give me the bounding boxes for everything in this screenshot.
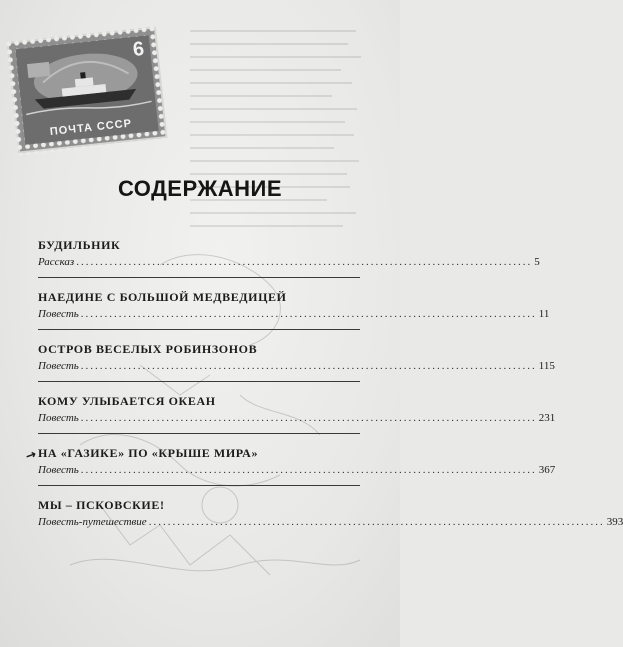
toc-entry (38, 498, 623, 528)
divider (38, 381, 360, 382)
stamp-postal-label: ПОЧТА СССР (49, 117, 133, 139)
divider (38, 485, 360, 486)
ship-icon (20, 44, 152, 121)
toc-page-number: 393 (606, 516, 623, 528)
leader-dots: ................................................................................................ (80, 360, 537, 372)
bleed-through-text (190, 30, 370, 260)
toc-entry (38, 342, 555, 382)
toc-entry-title: ОСТРОВ ВЕСЕЛЫХ РОБИНЗОНОВ (38, 342, 258, 356)
pencil-mark-icon: ↗ (23, 446, 39, 464)
leader-dots: ................................................................................................ (80, 464, 537, 476)
leader-dots: ................................................................................................ (80, 308, 537, 320)
toc-entry (38, 394, 556, 434)
toc-entry-subtitle: Рассказ (38, 256, 75, 268)
toc-entry-subtitle: Повесть (38, 464, 79, 476)
toc-entry-title: БУДИЛЬНИК (38, 238, 121, 252)
leader-dots: ................................................................................................ (80, 412, 537, 424)
toc-entry (38, 446, 556, 486)
page-title: СОДЕРЖАНИЕ (117, 176, 283, 201)
toc-entry-subtitle: Повесть-путешествие (38, 516, 147, 528)
toc-entry-subtitle: Повесть (38, 360, 79, 372)
toc-entry-title: НАЕДИНЕ С БОЛЬШОЙ МЕДВЕДИЦЕЙ (38, 290, 287, 304)
toc-page-number: 11 (538, 308, 550, 320)
toc-page-number: 367 (538, 464, 556, 476)
divider (38, 329, 360, 330)
toc-page-number: 231 (538, 412, 556, 424)
stamp-denomination: 6 (131, 37, 146, 61)
table-of-contents (38, 238, 623, 540)
toc-entry (38, 238, 540, 278)
toc-page-number: 115 (538, 360, 555, 372)
postage-stamp (9, 29, 165, 152)
leader-dots: ................................................................................................ (76, 256, 533, 268)
toc-entry-title: МЫ – ПСКОВСКИЕ! (38, 498, 165, 512)
divider (38, 433, 360, 434)
toc-entry-title: КОМУ УЛЫБАЕТСЯ ОКЕАН (38, 394, 216, 408)
leader-dots: ................................................................................................ (148, 516, 605, 528)
toc-page-number: 5 (534, 256, 540, 268)
toc-entry-subtitle: Повесть (38, 308, 79, 320)
divider (38, 277, 360, 278)
toc-entry-title: НА «ГАЗИКЕ» ПО «КРЫШЕ МИРА» (38, 446, 259, 460)
toc-entry (38, 290, 550, 330)
toc-entry-subtitle: Повесть (38, 412, 79, 424)
